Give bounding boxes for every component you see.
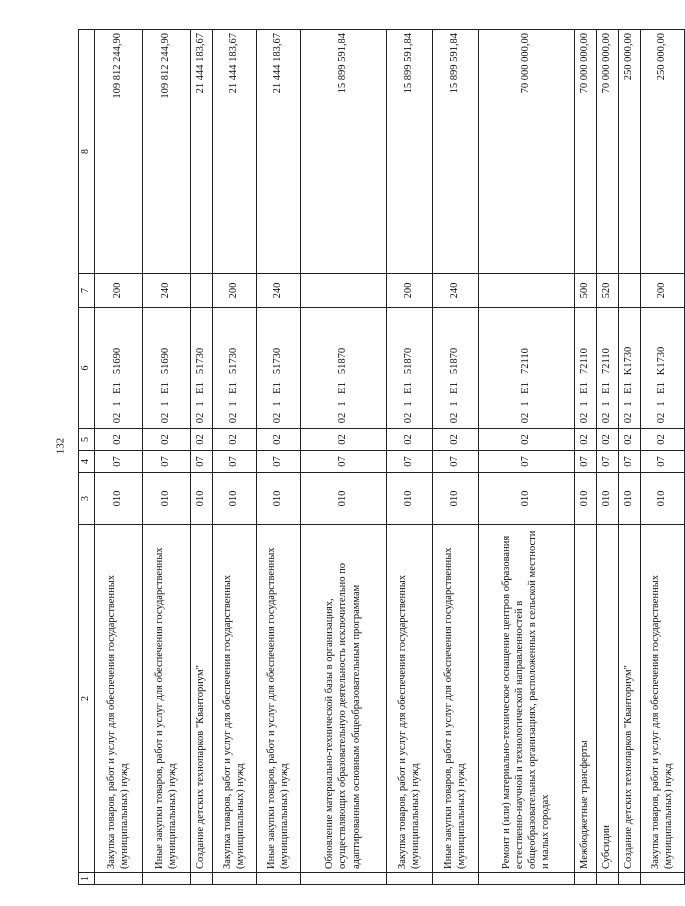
- target-article-code: [574, 308, 596, 429]
- expense-type-code: 240: [142, 274, 190, 308]
- expense-type-code: 240: [432, 274, 478, 308]
- code-col3: 010: [190, 473, 212, 525]
- code-col3: 010: [212, 473, 256, 525]
- code-col4: 07: [212, 451, 256, 473]
- code-part: 1: [337, 401, 349, 407]
- code-col5: 02: [190, 429, 212, 451]
- target-article-code: [640, 308, 684, 429]
- code-part: 1: [160, 401, 172, 407]
- code-part: 02: [579, 412, 591, 424]
- code-part: 02: [195, 412, 207, 424]
- code-part: 51690: [112, 347, 124, 375]
- code-part: E1: [403, 382, 415, 394]
- budget-table: [78, 29, 685, 885]
- code-col3: 010: [142, 473, 190, 525]
- header-row: [79, 30, 95, 885]
- code-col5: 02: [300, 429, 386, 451]
- code-part: K1730: [623, 346, 635, 376]
- rotated-table-frame: [78, 30, 674, 885]
- code-part: E1: [228, 382, 240, 394]
- code-part: 1: [520, 401, 532, 407]
- target-article-code: [618, 308, 640, 429]
- item-name: Обновление материально-технической базы в организациях, осуществляющих образовательную деятельность исключительно по адаптированным основным общеобразовательным программам: [300, 525, 386, 873]
- code-col4: 07: [142, 451, 190, 473]
- code-part: 02: [272, 412, 284, 424]
- amount: 70 000 000,00: [596, 30, 618, 274]
- item-name: Субсидии: [596, 525, 618, 873]
- code-part: E1: [601, 382, 613, 394]
- item-name: Иные закупки товаров, работ и услуг для обеспечения государственных (муниципальных) нужд: [142, 525, 190, 873]
- expense-type-code: [190, 274, 212, 308]
- target-article-code: [94, 308, 142, 429]
- code-part: 02: [112, 412, 124, 424]
- code-col5: 02: [596, 429, 618, 451]
- code-col5: 02: [94, 429, 142, 451]
- amount: 15 899 591,84: [432, 30, 478, 274]
- code-part: 1: [403, 401, 415, 407]
- code-col4: 07: [386, 451, 432, 473]
- target-article-code: [212, 308, 256, 429]
- target-article-code: [596, 308, 618, 429]
- row-index-cell: [256, 873, 300, 885]
- code-col4: 07: [618, 451, 640, 473]
- code-col3: 010: [386, 473, 432, 525]
- code-col4: 07: [596, 451, 618, 473]
- row-index-cell: [94, 873, 142, 885]
- code-part: E1: [656, 382, 668, 394]
- code-col5: 02: [574, 429, 596, 451]
- code-part: 02: [520, 412, 532, 424]
- row-index-cell: [618, 873, 640, 885]
- code-part: 1: [112, 401, 124, 407]
- item-name: Закупка товаров, работ и услуг для обеспечения государственных (муниципальных) нужд: [212, 525, 256, 873]
- item-name: Создание детских технопарков "Кванториум": [618, 525, 640, 873]
- code-part: 1: [195, 401, 207, 407]
- code-part: E1: [449, 382, 461, 394]
- table-row: [478, 30, 574, 885]
- code-part: 51730: [228, 347, 240, 375]
- item-name: Межбюджетные трансферты: [574, 525, 596, 873]
- code-col3: 010: [618, 473, 640, 525]
- code-part: 51870: [337, 347, 349, 375]
- code-part: 02: [228, 412, 240, 424]
- code-col4: 07: [640, 451, 684, 473]
- item-name: Закупка товаров, работ и услуг для обеспечения государственных (муниципальных) нужд: [640, 525, 684, 873]
- code-col4: 07: [574, 451, 596, 473]
- code-part: 1: [656, 401, 668, 407]
- code-part: 02: [160, 412, 172, 424]
- code-part: E1: [195, 382, 207, 394]
- amount: 250 000,00: [640, 30, 684, 274]
- row-index-cell: [212, 873, 256, 885]
- amount: 70 000 000,00: [478, 30, 574, 274]
- header-cell: 6: [79, 308, 95, 429]
- header-cell: 2: [79, 525, 95, 873]
- header-cell: 8: [79, 30, 95, 274]
- code-part: E1: [623, 382, 635, 394]
- amount: 70 000 000,00: [574, 30, 596, 274]
- table-row: [94, 30, 142, 885]
- row-index-cell: [432, 873, 478, 885]
- target-article-code: [300, 308, 386, 429]
- table-row: [212, 30, 256, 885]
- code-part: 1: [228, 401, 240, 407]
- code-col3: 010: [574, 473, 596, 525]
- code-col3: 010: [596, 473, 618, 525]
- code-col3: 010: [432, 473, 478, 525]
- code-part: 02: [601, 412, 613, 424]
- item-name: Ремонт и (или) материально-техническое оснащение центров образования естественно-научной и технологической направленностей в общеобразовательных организациях, расположенных в сельской местности и малых городах: [478, 525, 574, 873]
- code-part: 51870: [449, 347, 461, 375]
- table-row: [300, 30, 386, 885]
- row-index-cell: [478, 873, 574, 885]
- amount: 21 444 183,67: [256, 30, 300, 274]
- code-col4: 07: [300, 451, 386, 473]
- code-part: E1: [160, 382, 172, 394]
- target-article-code: [256, 308, 300, 429]
- code-col5: 02: [432, 429, 478, 451]
- code-col4: 07: [432, 451, 478, 473]
- row-index-cell: [300, 873, 386, 885]
- row-index-cell: [596, 873, 618, 885]
- target-article-code: [190, 308, 212, 429]
- item-name: Создание детских технопарков "Кванториум": [190, 525, 212, 873]
- expense-type-code: [300, 274, 386, 308]
- code-col3: 010: [94, 473, 142, 525]
- code-col5: 02: [618, 429, 640, 451]
- amount: 15 899 591,84: [386, 30, 432, 274]
- code-part: 1: [623, 401, 635, 407]
- expense-type-code: 500: [574, 274, 596, 308]
- amount: 15 899 591,84: [300, 30, 386, 274]
- expense-type-code: 240: [256, 274, 300, 308]
- target-article-code: [478, 308, 574, 429]
- expense-type-code: 200: [94, 274, 142, 308]
- expense-type-code: 520: [596, 274, 618, 308]
- table-row: [574, 30, 596, 885]
- code-col4: 07: [190, 451, 212, 473]
- table-row: [142, 30, 190, 885]
- amount: 21 444 183,67: [212, 30, 256, 274]
- item-name: Иные закупки товаров, работ и услуг для обеспечения государственных (муниципальных) нужд: [256, 525, 300, 873]
- row-index-cell: [142, 873, 190, 885]
- table-row: [596, 30, 618, 885]
- code-col3: 010: [640, 473, 684, 525]
- code-col3: 010: [300, 473, 386, 525]
- table-row: [386, 30, 432, 885]
- table-row: [618, 30, 640, 885]
- code-col5: 02: [142, 429, 190, 451]
- code-col5: 02: [478, 429, 574, 451]
- table-row: [432, 30, 478, 885]
- code-part: E1: [112, 382, 124, 394]
- header-cell: 3: [79, 473, 95, 525]
- code-part: 51870: [403, 347, 415, 375]
- code-part: 51730: [195, 347, 207, 375]
- amount: 21 444 183,67: [190, 30, 212, 274]
- code-col4: 07: [478, 451, 574, 473]
- amount: 109 812 244,90: [94, 30, 142, 274]
- expense-type-code: 200: [212, 274, 256, 308]
- code-col5: 02: [640, 429, 684, 451]
- code-part: 02: [403, 412, 415, 424]
- table-row: [256, 30, 300, 885]
- expense-type-code: [478, 274, 574, 308]
- header-cell: 1: [79, 873, 95, 885]
- code-part: 02: [623, 412, 635, 424]
- row-index-cell: [386, 873, 432, 885]
- code-part: 51730: [272, 347, 284, 375]
- row-index-cell: [574, 873, 596, 885]
- code-part: 02: [656, 412, 668, 424]
- code-part: 1: [272, 401, 284, 407]
- target-article-code: [142, 308, 190, 429]
- table-row: [190, 30, 212, 885]
- code-part: 51690: [160, 347, 172, 375]
- header-cell: 7: [79, 274, 95, 308]
- code-col5: 02: [212, 429, 256, 451]
- target-article-code: [432, 308, 478, 429]
- code-col4: 07: [94, 451, 142, 473]
- code-col3: 010: [478, 473, 574, 525]
- amount: 250 000,00: [618, 30, 640, 274]
- table-row: [640, 30, 684, 885]
- code-part: 02: [449, 412, 461, 424]
- amount: 109 812 244,90: [142, 30, 190, 274]
- code-col5: 02: [256, 429, 300, 451]
- header-cell: 4: [79, 451, 95, 473]
- code-part: K1730: [656, 346, 668, 376]
- code-col3: 010: [256, 473, 300, 525]
- code-part: 1: [449, 401, 461, 407]
- code-col5: 02: [386, 429, 432, 451]
- code-part: 72110: [601, 348, 613, 374]
- row-index-cell: [190, 873, 212, 885]
- code-part: E1: [520, 382, 532, 394]
- code-part: 72110: [520, 348, 532, 374]
- item-name: Закупка товаров, работ и услуг для обеспечения государственных (муниципальных) нужд: [94, 525, 142, 873]
- code-part: 1: [601, 401, 613, 407]
- target-article-code: [386, 308, 432, 429]
- code-part: E1: [337, 382, 349, 394]
- expense-type-code: 200: [386, 274, 432, 308]
- code-part: 1: [579, 401, 591, 407]
- code-part: E1: [579, 382, 591, 394]
- item-name: Закупка товаров, работ и услуг для обеспечения государственных (муниципальных) нужд: [386, 525, 432, 873]
- header-cell: 5: [79, 429, 95, 451]
- code-part: E1: [272, 382, 284, 394]
- code-col4: 07: [256, 451, 300, 473]
- item-name: Иные закупки товаров, работ и услуг для обеспечения государственных (муниципальных) нужд: [432, 525, 478, 873]
- expense-type-code: [618, 274, 640, 308]
- code-part: 02: [337, 412, 349, 424]
- code-part: 72110: [579, 348, 591, 374]
- expense-type-code: 200: [640, 274, 684, 308]
- row-index-cell: [640, 873, 684, 885]
- page-number: 132: [54, 437, 67, 455]
